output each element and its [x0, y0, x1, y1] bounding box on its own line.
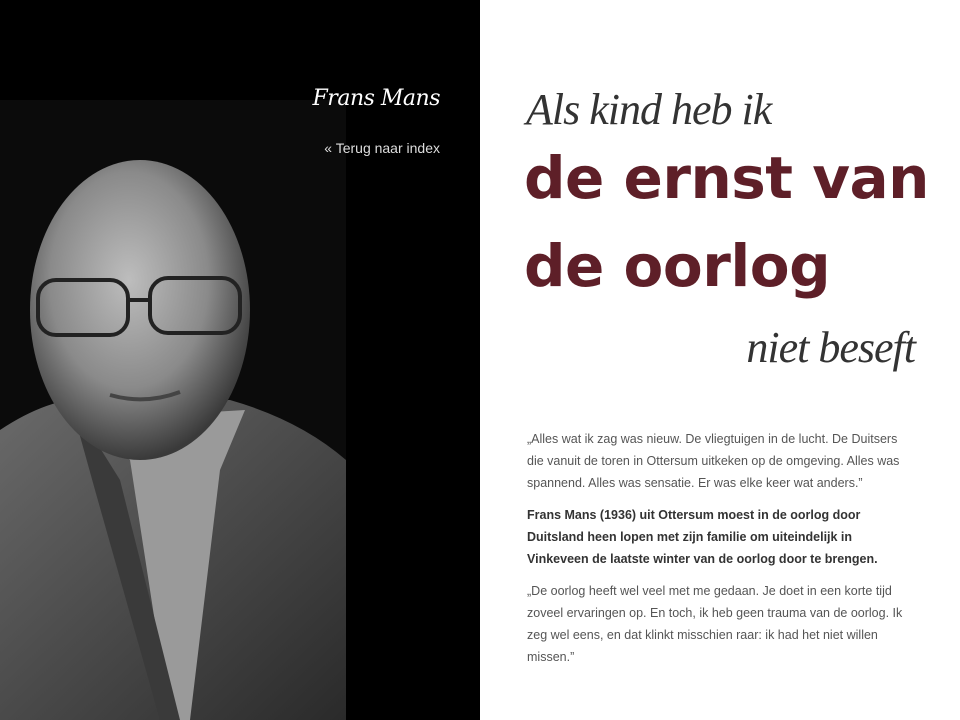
quote-paragraph-2: „De oorlog heeft wel veel met me gedaan. Je doet in een korte tijd zoveel ervaringen op. En toch, ik heb geen trauma van de oorlog. Ik zeg wel eens, en dat klinkt misschien raar: ik had het niet willen missen.” — [527, 584, 903, 664]
headline-line-4: niet beseft — [746, 323, 915, 372]
quote-paragraph-1: „Alles wat ik zag was nieuw. De vliegtuigen in de lucht. De Duitsers die vanuit de toren in Ottersum uitkeken op de omgeving. Alles was spannend. Alles was sensatie. Er was elke keer wat anders.” — [527, 432, 900, 490]
back-to-index-link[interactable]: « Terug naar index — [324, 140, 440, 156]
article-body — [527, 428, 912, 678]
portrait-photo — [0, 100, 346, 720]
headline-line-1: Als kind heb ik — [526, 85, 772, 134]
headline-line-3: de oorlog — [524, 232, 831, 300]
headline-line-2: de ernst van — [524, 144, 929, 212]
intro-paragraph: Frans Mans (1936) uit Ottersum moest in de oorlog door Duitsland heen lopen met zijn familie om uiteindelijk in Vinkeveen de laatste winter van de oorlog door te brengen. — [527, 508, 878, 566]
person-name: Frans Mans — [312, 86, 440, 111]
